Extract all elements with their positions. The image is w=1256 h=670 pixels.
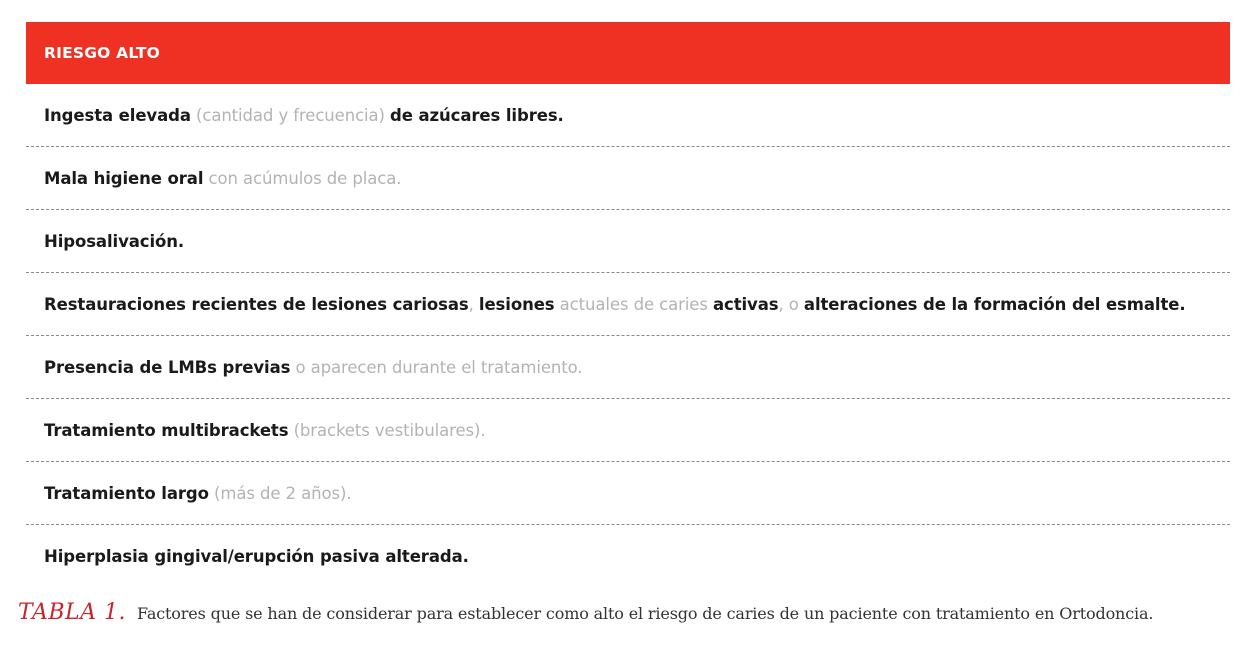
caption-text: Factores que se han de considerar para establecer como alto el riesgo de caries de un paciente con tratamiento en Ortodoncia. <box>136 604 1154 623</box>
row-text-light: , <box>468 294 479 314</box>
table-row <box>26 273 1230 336</box>
row-text-bold: de azúcares libres. <box>390 105 564 125</box>
table-row <box>26 84 1230 147</box>
row-text-bold: activas <box>713 294 779 314</box>
row-text-bold: . <box>1179 294 1186 314</box>
row-text-light: (cantidad y frecuencia) <box>190 105 391 125</box>
row-text-light: o aparecen durante el tratamiento. <box>290 357 583 377</box>
row-text-bold: Hiposalivación. <box>44 231 185 251</box>
row-text-bold: Presencia de LMBs previas <box>44 357 291 377</box>
table-row <box>26 336 1230 399</box>
table-row <box>26 399 1230 462</box>
row-text-bold: alteraciones de la formación del esmalte <box>803 294 1180 314</box>
table-caption <box>18 600 1238 625</box>
row-text-bold: Ingesta elevada <box>44 105 191 125</box>
row-text-bold: Hiperplasia gingival/erupción pasiva alterada. <box>44 547 469 566</box>
table-row <box>26 462 1230 525</box>
row-text-bold: Tratamiento largo <box>44 483 209 503</box>
row-text-light: (más de 2 años). <box>208 483 352 503</box>
row-text-bold: Tratamiento multibrackets <box>44 420 289 440</box>
caption-label: TABLA 1. <box>18 600 127 625</box>
row-text-light: con acúmulos de placa. <box>203 168 402 188</box>
row-text-bold: Restauraciones recientes de lesiones cariosas <box>44 294 469 314</box>
table-row <box>26 210 1230 273</box>
table-header <box>26 22 1230 84</box>
row-text-bold: Mala higiene oral <box>44 168 204 188</box>
row-text-light: , o <box>778 294 804 314</box>
table-row <box>26 525 1230 588</box>
row-text-light: (brackets vestibulares). <box>288 420 486 440</box>
row-text-bold: lesiones <box>478 294 555 314</box>
header-title: RIESGO ALTO <box>44 44 161 62</box>
table-row <box>26 147 1230 210</box>
row-text-light: actuales de caries <box>554 294 713 314</box>
risk-table <box>26 22 1230 588</box>
